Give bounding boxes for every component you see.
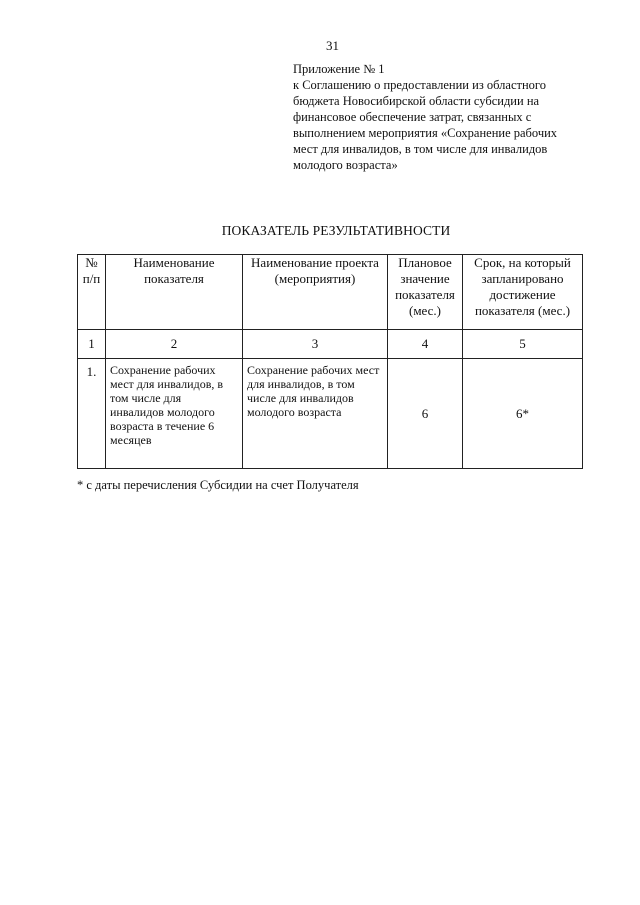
appendix-line: молодого возраста» xyxy=(293,158,398,172)
appendix-line: бюджета Новосибирской области субсидии на xyxy=(293,94,540,108)
column-number: 4 xyxy=(388,330,463,359)
appendix-line: выполнением мероприятия «Сохранение рабочих xyxy=(293,126,558,140)
column-number: 2 xyxy=(106,330,243,359)
table-row xyxy=(78,359,583,469)
document-title: ПОКАЗАТЕЛЬ РЕЗУЛЬТАТИВНОСТИ xyxy=(221,223,451,238)
row-term: 6* xyxy=(463,359,583,469)
indicators-table xyxy=(77,254,583,469)
column-number: 3 xyxy=(243,330,388,359)
column-numbers-row xyxy=(78,330,583,359)
table-header-row xyxy=(78,255,583,330)
appendix-line: финансовое обеспечение затрат, связанных с xyxy=(293,110,532,124)
appendix-line: мест для инвалидов, в том числе для инвалидов xyxy=(293,142,548,156)
appendix-header xyxy=(293,61,583,173)
appendix-line: Приложение № 1 xyxy=(293,62,385,76)
page-number: 31 xyxy=(326,38,339,53)
header-number: № п/п xyxy=(78,255,106,330)
column-number: 1 xyxy=(78,330,106,359)
header-indicator-name: Наименование показателя xyxy=(106,255,243,330)
row-indicator: Сохранение рабочих мест для инвалидов, в том числе для инвалидов молодого возраста в течение 6 месяцев xyxy=(106,359,243,469)
column-number: 5 xyxy=(463,330,583,359)
row-planned-value: 6 xyxy=(388,359,463,469)
appendix-line: к Соглашению о предоставлении из областного xyxy=(293,78,546,92)
footnote: * с даты перечисления Субсидии на счет Получателя xyxy=(77,478,359,492)
header-project-name: Наименование проекта (мероприятия) xyxy=(243,255,388,330)
row-project: Сохранение рабочих мест для инвалидов, в том числе для инвалидов молодого возраста xyxy=(243,359,388,469)
header-planned-value: Плановое значение показателя (мес.) xyxy=(388,255,463,330)
row-index: 1. xyxy=(78,359,106,469)
header-term: Срок, на который запланировано достижение показателя (мес.) xyxy=(463,255,583,330)
